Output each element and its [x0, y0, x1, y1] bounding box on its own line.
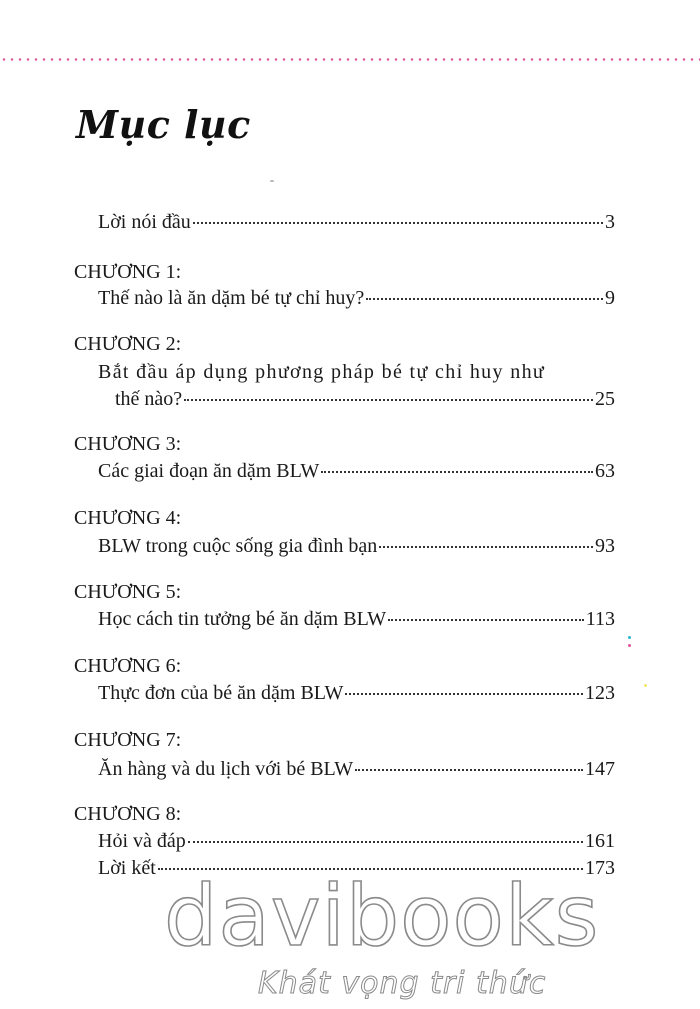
toc-entry-preface[interactable]: [98, 210, 615, 234]
toc-entry-page: 63: [595, 460, 615, 482]
toc-entry-label: Ăn hàng và du lịch với bé BLW: [98, 758, 354, 780]
toc-entry-page: 25: [595, 388, 615, 410]
toc-entry-label: Lời kết: [98, 857, 156, 879]
page-title: Mục lục: [76, 102, 251, 147]
toc-entry-label: Các giai đoạn ăn dặm BLW: [98, 460, 320, 482]
toc-entry-label: Thực đơn của bé ăn dặm BLW: [98, 682, 344, 704]
toc-entry-label: Hỏi và đáp: [98, 830, 186, 852]
dot-leader: [188, 841, 583, 843]
toc-entry-page: 123: [585, 682, 615, 704]
toc-entry-page: 113: [585, 608, 615, 630]
dot-leader: [388, 619, 584, 621]
decor-dot-yellow: [644, 684, 647, 687]
decor-dot-magenta: [628, 644, 631, 647]
toc-entry-label: BLW trong cuộc sống gia đình bạn: [98, 535, 378, 557]
chapter-2-label: CHƯƠNG 2:: [74, 333, 182, 355]
toc-entry-page: 93: [595, 535, 615, 557]
toc-entry-page: 9: [605, 287, 615, 309]
chapter-3-label: CHƯƠNG 3:: [74, 433, 182, 455]
toc-entry-page: 161: [585, 830, 615, 852]
toc-entry-page: 173: [585, 857, 615, 879]
toc-entry-chapter-4[interactable]: [98, 534, 615, 558]
toc-entry-chapter-2[interactable]: [115, 387, 615, 411]
dot-leader: [366, 298, 603, 300]
toc-entry-chapter-6[interactable]: [98, 681, 615, 705]
dot-leader: [345, 693, 583, 695]
toc-entry-chapter-5[interactable]: [98, 607, 615, 631]
toc-entry-label: Thế nào là ăn dặm bé tự chỉ huy?: [98, 287, 365, 309]
chapter-7-label: CHƯƠNG 7:: [74, 729, 182, 751]
chapter-6-label: CHƯƠNG 6:: [74, 655, 182, 677]
toc-entry-chapter-7[interactable]: [98, 757, 615, 781]
decor-dot-cyan: [628, 636, 631, 639]
dot-leader: [193, 222, 603, 224]
toc-entry-label: Lời nói đầu: [98, 211, 191, 233]
dot-leader: [321, 471, 593, 473]
dot-leader: [379, 546, 593, 548]
chapter-8-label: CHƯƠNG 8:: [74, 803, 182, 825]
watermark-brand: davibooks: [164, 867, 600, 965]
toc-entry-chapter-3[interactable]: [98, 459, 615, 483]
chapter-5-label: CHƯƠNG 5:: [74, 581, 182, 603]
dot-leader: [355, 769, 583, 771]
toc-entry-label: thế nào?: [115, 388, 183, 410]
watermark-tagline: Khát vọng tri thức: [258, 966, 547, 1001]
toc-entry-label: Học cách tin tưởng bé ăn dặm BLW: [98, 608, 387, 630]
chapter-1-label: CHƯƠNG 1:: [74, 261, 182, 283]
toc-entry-page: 3: [605, 211, 615, 233]
toc-entry-chapter-2-line1[interactable]: Bắt đầu áp dụng phương pháp bé tự chỉ huy như: [98, 361, 546, 383]
toc-entry-chapter-1[interactable]: [98, 286, 615, 310]
toc-entry-chapter-8-qa[interactable]: [98, 829, 615, 853]
toc-entry-page: 147: [585, 758, 615, 780]
dot-leader: [184, 399, 593, 401]
chapter-4-label: CHƯƠNG 4:: [74, 507, 182, 529]
